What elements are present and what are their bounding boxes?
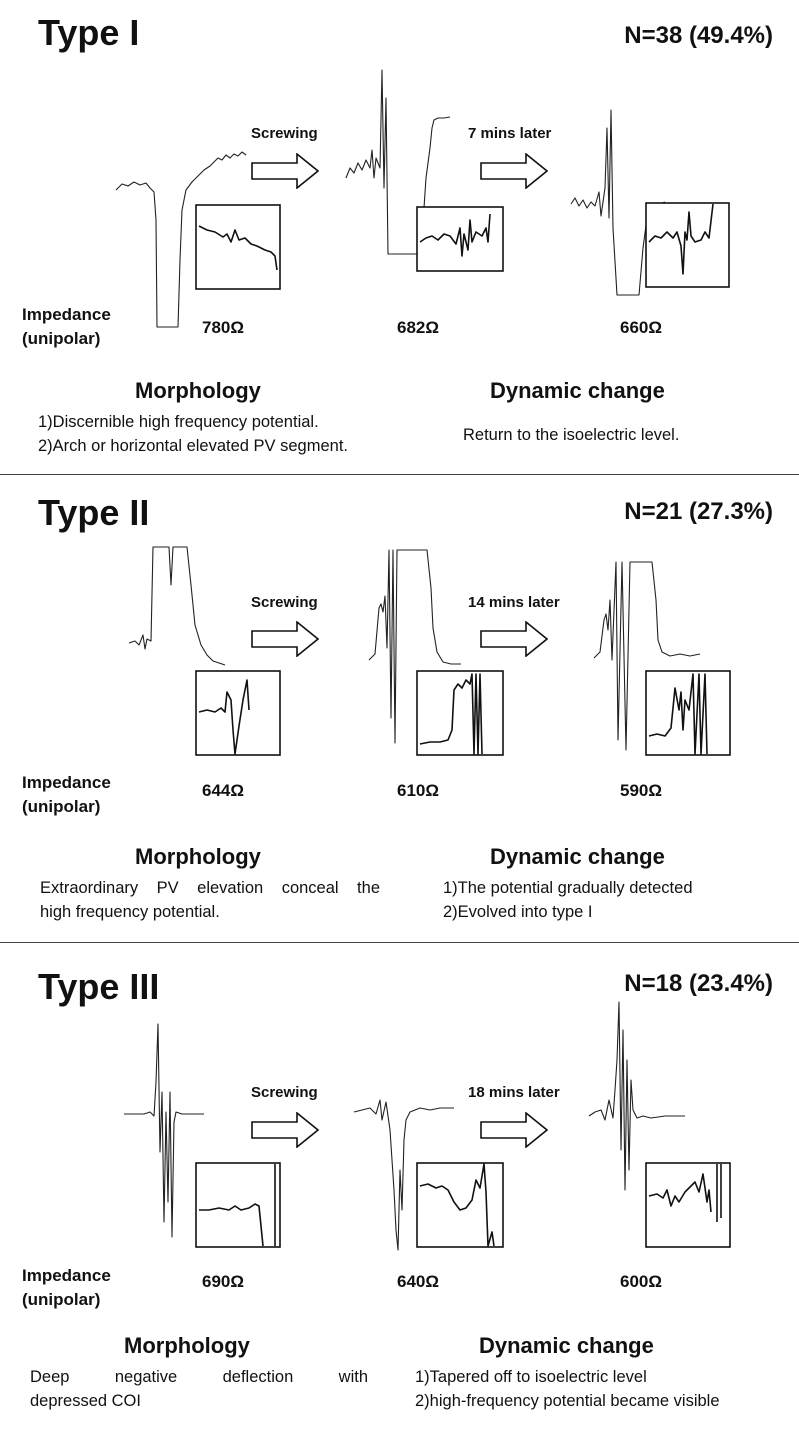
section-title: Type III xyxy=(38,966,160,1007)
electrogram-inset xyxy=(416,1162,504,1248)
electrogram-inset xyxy=(645,202,730,288)
impedance-label: Impedance (unipolar) xyxy=(22,773,111,816)
dynamic-change-heading: Dynamic change xyxy=(479,1333,654,1358)
right-arrow-icon xyxy=(251,153,319,189)
impedance-value: 660Ω xyxy=(620,318,662,337)
arrow-label-time: 14 mins later xyxy=(468,594,560,611)
morphology-heading: Morphology xyxy=(135,844,261,869)
electrogram-inset xyxy=(195,670,281,756)
impedance-value: 682Ω xyxy=(397,318,439,337)
impedance-value: 780Ω xyxy=(202,318,244,337)
dynamic-change-description: 1)The potential gradually detected 2)Evolved into type I xyxy=(443,879,693,921)
impedance-label: Impedance (unipolar) xyxy=(22,305,111,348)
impedance-value: 610Ω xyxy=(397,781,439,800)
arrow-label-screwing: Screwing xyxy=(251,594,318,611)
dynamic-change-heading: Dynamic change xyxy=(490,844,665,869)
right-arrow-icon xyxy=(480,153,548,189)
dynamic-change-description: 1)Tapered off to isoelectric level 2)high-frequency potential became visible xyxy=(415,1368,720,1410)
dynamic-change-description: Return to the isoelectric level. xyxy=(463,426,680,444)
impedance-value: 600Ω xyxy=(620,1272,662,1291)
impedance-value: 640Ω xyxy=(397,1272,439,1291)
morphology-description: Extraordinary PV elevation conceal the high frequency potential. xyxy=(40,879,380,921)
morphology-heading: Morphology xyxy=(124,1333,250,1358)
morphology-description: Deep negative deflection with depressed COI xyxy=(30,1368,368,1410)
sample-count: N=18 (23.4%) xyxy=(624,970,773,997)
arrow-label-screwing: Screwing xyxy=(251,1084,318,1101)
electrogram-inset xyxy=(416,670,504,756)
right-arrow-icon xyxy=(480,1112,548,1148)
dynamic-change-heading: Dynamic change xyxy=(490,378,665,403)
impedance-value: 590Ω xyxy=(620,781,662,800)
section-divider xyxy=(0,474,799,475)
sample-count: N=21 (27.3%) xyxy=(624,498,773,525)
electrogram-inset xyxy=(645,1162,731,1248)
morphology-heading: Morphology xyxy=(135,378,261,403)
electrogram-inset xyxy=(195,1162,281,1248)
right-arrow-icon xyxy=(480,621,548,657)
morphology-description: 1)Discernible high frequency potential. 2)Arch or horizontal elevated PV segment. xyxy=(38,413,348,455)
electrogram-inset xyxy=(195,204,281,290)
electrogram-trace-baseline xyxy=(125,545,240,675)
section-title: Type I xyxy=(38,12,140,53)
electrogram-inset xyxy=(416,206,504,272)
electrogram-inset xyxy=(645,670,731,756)
section-title: Type II xyxy=(38,492,150,533)
impedance-label: Impedance (unipolar) xyxy=(22,1266,111,1309)
right-arrow-icon xyxy=(251,1112,319,1148)
right-arrow-icon xyxy=(251,621,319,657)
sample-count: N=38 (49.4%) xyxy=(624,22,773,49)
arrow-label-time: 7 mins later xyxy=(468,125,552,142)
arrow-label-time: 18 mins later xyxy=(468,1084,560,1101)
arrow-label-screwing: Screwing xyxy=(251,125,318,142)
impedance-value: 644Ω xyxy=(202,781,244,800)
impedance-value: 690Ω xyxy=(202,1272,244,1291)
section-divider xyxy=(0,942,799,943)
